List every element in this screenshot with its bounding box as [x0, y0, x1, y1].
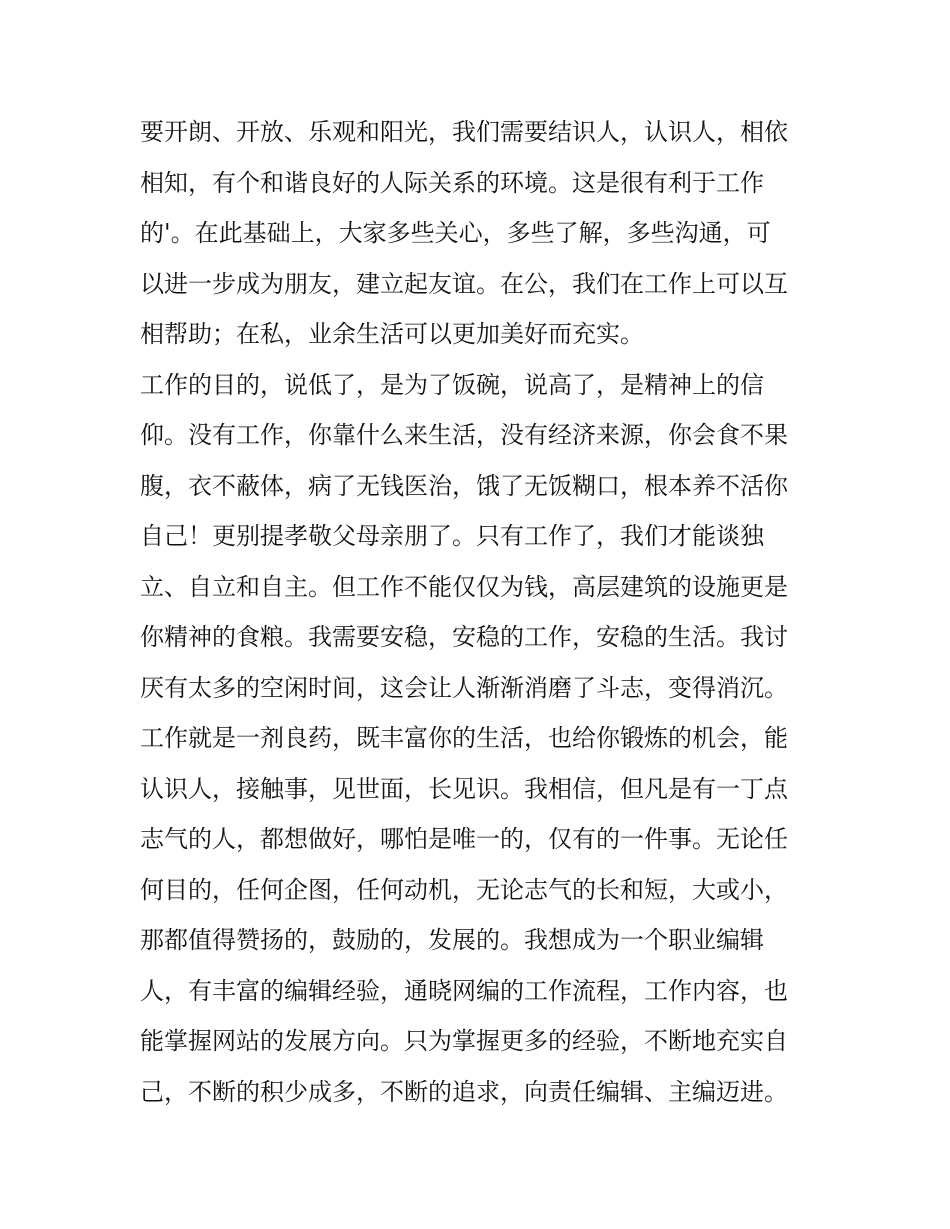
text-line-18: 人，有丰富的编辑经验，通晓网编的工作流程，工作内容，也	[140, 976, 788, 1005]
text-line-14: 认识人，接触事，见世面，长见识。我相信，但凡是有一丁点	[140, 774, 788, 803]
text-line-20: 己，不断的积少成多，不断的追求，向责任编辑、主编迈进。	[140, 1077, 788, 1106]
text-line-15: 志气的人，都想做好，哪怕是唯一的，仅有的一件事。无论任	[140, 825, 788, 853]
text-line-8: 腹，衣不蔽体，病了无钱医治，饿了无饭糊口，根本养不活你	[140, 471, 788, 500]
text-line-11: 你精神的食粮。我需要安稳，安稳的工作，安稳的生活。我讨	[140, 623, 788, 651]
text-line-10: 立、自立和自主。但工作不能仅仅为钱，高层建筑的设施更是	[140, 572, 788, 601]
text-line-5: 相帮助；在私，业余生活可以更加美好而充实。	[140, 320, 644, 348]
text-line-1: 要开朗、开放、乐观和阳光，我们需要结识人，认识人，相依	[140, 118, 788, 146]
text-line-19: 能掌握网站的发展方向。只为掌握更多的经验，不断地充实自	[140, 1027, 788, 1055]
text-line-13: 工作就是一剂良药，既丰富你的生活，也给你锻炼的机会，能	[140, 724, 788, 752]
text-line-2: 相知，有个和谐良好的人际关系的环境。这是很有利于工作	[140, 168, 764, 197]
text-line-17: 那都值得赞扬的，鼓励的，发展的。我想成为一个职业编辑	[140, 926, 764, 954]
body-text	[140, 107, 830, 1117]
text-line-6: 工作的目的，说低了，是为了饭碗，说高了，是精神上的信	[140, 370, 764, 399]
text-line-7: 仰。没有工作，你靠什么来生活，没有经济来源，你会食不果	[140, 421, 788, 449]
text-line-4: 以进一步成为朋友，建立起友谊。在公，我们在工作上可以互	[140, 269, 788, 298]
text-line-3: 的'。在此基础上，大家多些关心，多些了解，多些沟通，可	[140, 219, 771, 247]
text-line-16: 何目的，任何企图，任何动机，无论志气的长和短，大或小，	[140, 875, 788, 904]
text-line-9: 自己！更别提孝敬父母亲朋了。只有工作了，我们才能谈独	[140, 522, 764, 550]
text-line-12: 厌有太多的空闲时间，这会让人渐渐消磨了斗志，变得消沉。	[140, 673, 788, 702]
